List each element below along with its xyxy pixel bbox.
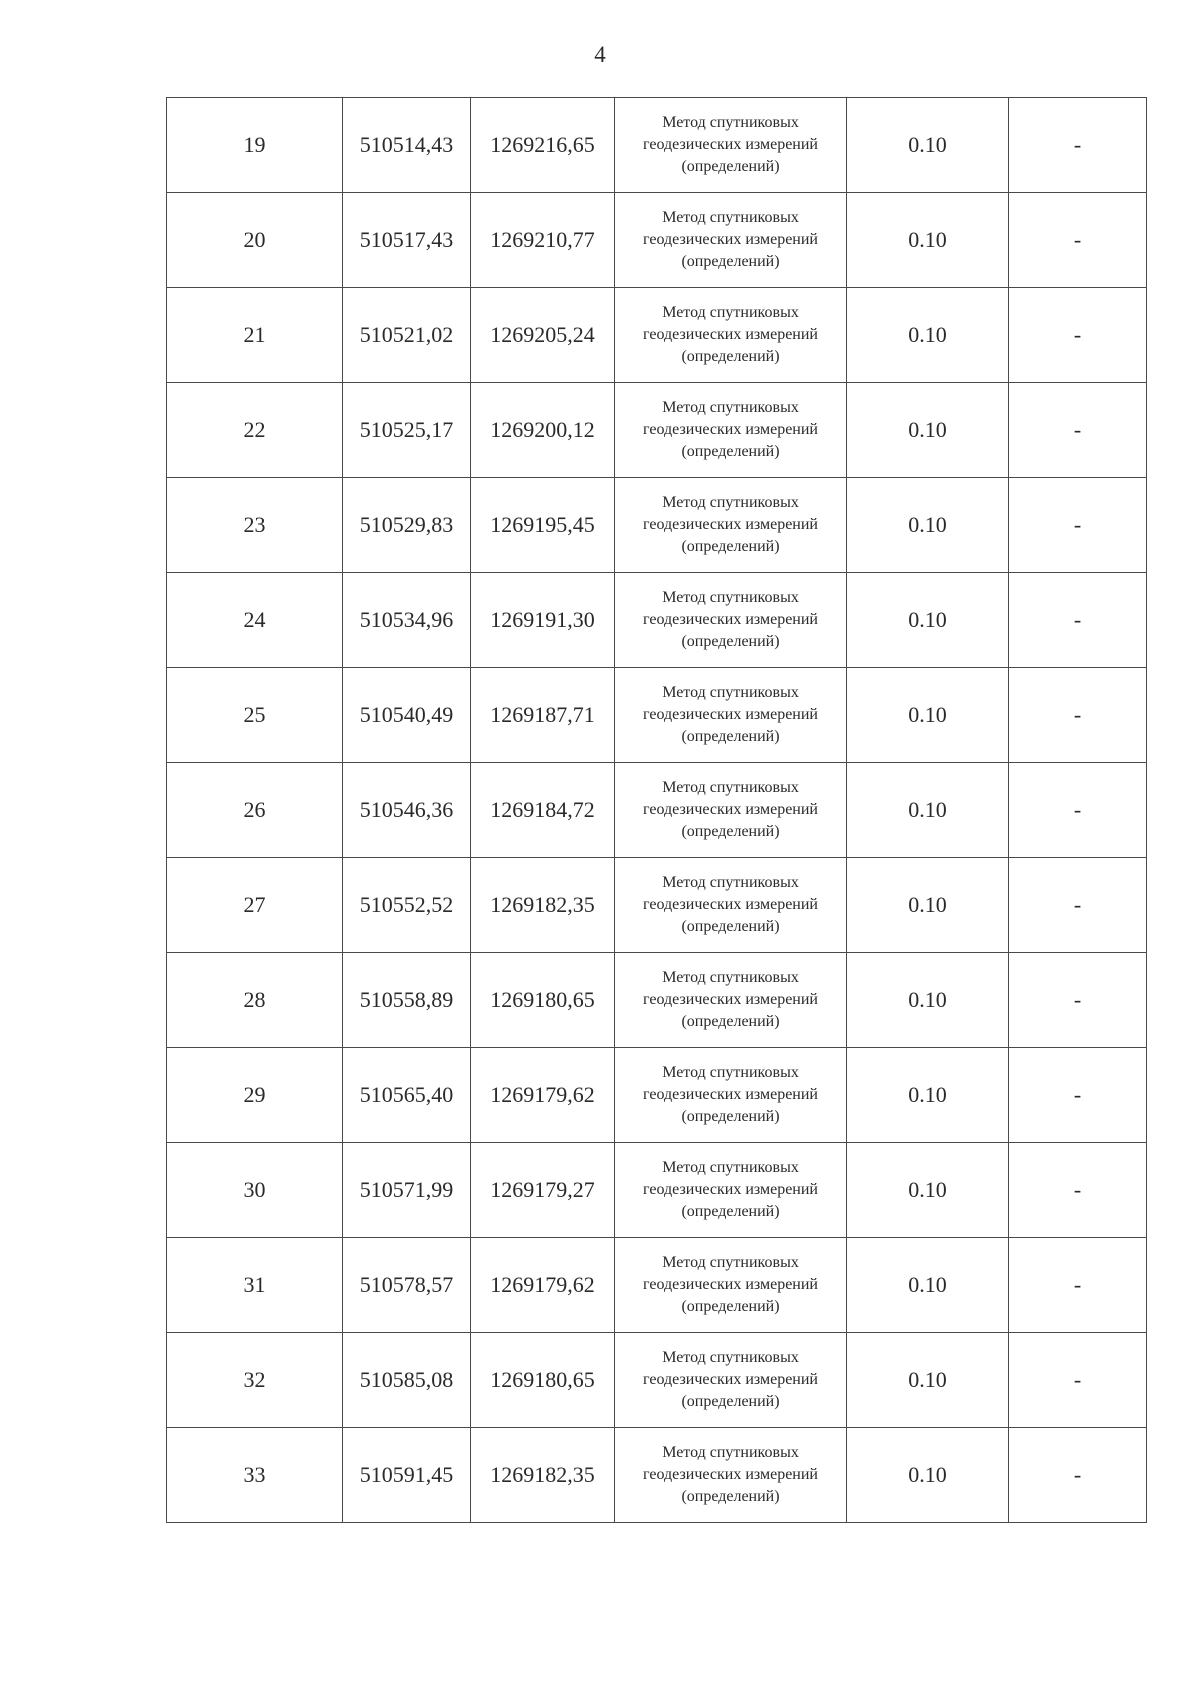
method-line-3: (определений) [681,538,780,555]
method-line-3: (определений) [681,1393,780,1410]
method-cell [615,573,847,668]
method-cell [615,383,847,478]
note-cell: - [1009,1143,1147,1238]
method-line-1: Метод спутниковых [662,1254,799,1271]
y-coordinate-cell: 1269195,45 [471,478,615,573]
note-cell: - [1009,668,1147,763]
method-line-2: геодезических измерений [643,516,818,533]
method-cell [615,1428,847,1523]
point-number-cell: 31 [167,1238,343,1333]
accuracy-cell: 0.10 [847,763,1009,858]
page-number: 4 [594,42,606,67]
x-coordinate-cell: 510591,45 [343,1428,471,1523]
method-cell [615,1048,847,1143]
method-line-1: Метод спутниковых [662,1444,799,1461]
table-row [167,1428,1147,1523]
method-line-2: геодезических измерений [643,421,818,438]
method-line-3: (определений) [681,1488,780,1505]
point-number-cell: 19 [167,98,343,193]
method-line-1: Метод спутниковых [662,1349,799,1366]
y-coordinate-cell: 1269205,24 [471,288,615,383]
method-cell [615,668,847,763]
note-cell: - [1009,193,1147,288]
method-line-1: Метод спутниковых [662,114,799,131]
note-cell: - [1009,953,1147,1048]
table-row [167,1238,1147,1333]
method-cell [615,193,847,288]
method-line-2: геодезических измерений [643,1181,818,1198]
accuracy-cell: 0.10 [847,1143,1009,1238]
method-line-2: геодезических измерений [643,136,818,153]
note-cell: - [1009,1238,1147,1333]
table-row [167,193,1147,288]
method-cell [615,763,847,858]
method-cell [615,478,847,573]
note-cell: - [1009,1428,1147,1523]
x-coordinate-cell: 510534,96 [343,573,471,668]
method-line-3: (определений) [681,348,780,365]
accuracy-cell: 0.10 [847,288,1009,383]
x-coordinate-cell: 510578,57 [343,1238,471,1333]
point-number-cell: 22 [167,383,343,478]
point-number-cell: 33 [167,1428,343,1523]
x-coordinate-cell: 510514,43 [343,98,471,193]
method-line-3: (определений) [681,1108,780,1125]
y-coordinate-cell: 1269180,65 [471,1333,615,1428]
point-number-cell: 24 [167,573,343,668]
method-line-2: геодезических измерений [643,1466,818,1483]
method-line-1: Метод спутниковых [662,209,799,226]
method-cell [615,288,847,383]
y-coordinate-cell: 1269191,30 [471,573,615,668]
method-cell [615,953,847,1048]
method-line-1: Метод спутниковых [662,874,799,891]
point-number-cell: 26 [167,763,343,858]
x-coordinate-cell: 510540,49 [343,668,471,763]
point-number-cell: 28 [167,953,343,1048]
table-row [167,953,1147,1048]
y-coordinate-cell: 1269200,12 [471,383,615,478]
method-line-2: геодезических измерений [643,326,818,343]
method-line-2: геодезических измерений [643,231,818,248]
y-coordinate-cell: 1269184,72 [471,763,615,858]
y-coordinate-cell: 1269182,35 [471,858,615,953]
point-number-cell: 27 [167,858,343,953]
point-number-cell: 25 [167,668,343,763]
accuracy-cell: 0.10 [847,1428,1009,1523]
table-row [167,98,1147,193]
accuracy-cell: 0.10 [847,858,1009,953]
y-coordinate-cell: 1269187,71 [471,668,615,763]
accuracy-cell: 0.10 [847,953,1009,1048]
method-line-3: (определений) [681,823,780,840]
method-line-1: Метод спутниковых [662,399,799,416]
x-coordinate-cell: 510585,08 [343,1333,471,1428]
x-coordinate-cell: 510571,99 [343,1143,471,1238]
y-coordinate-cell: 1269179,62 [471,1048,615,1143]
x-coordinate-cell: 510529,83 [343,478,471,573]
method-line-3: (определений) [681,158,780,175]
accuracy-cell: 0.10 [847,1048,1009,1143]
table-row [167,573,1147,668]
y-coordinate-cell: 1269210,77 [471,193,615,288]
table-row [167,1143,1147,1238]
method-line-1: Метод спутниковых [662,304,799,321]
method-line-1: Метод спутниковых [662,1159,799,1176]
method-cell [615,98,847,193]
x-coordinate-cell: 510565,40 [343,1048,471,1143]
coordinates-table-body [167,98,1147,1523]
note-cell: - [1009,573,1147,668]
method-line-3: (определений) [681,443,780,460]
y-coordinate-cell: 1269180,65 [471,953,615,1048]
method-line-2: геодезических измерений [643,801,818,818]
method-line-3: (определений) [681,918,780,935]
table-row [167,478,1147,573]
accuracy-cell: 0.10 [847,573,1009,668]
method-line-1: Метод спутниковых [662,684,799,701]
method-line-1: Метод спутниковых [662,494,799,511]
table-row [167,288,1147,383]
x-coordinate-cell: 510525,17 [343,383,471,478]
accuracy-cell: 0.10 [847,1333,1009,1428]
method-cell [615,858,847,953]
method-line-2: геодезических измерений [643,896,818,913]
method-line-2: геодезических измерений [643,706,818,723]
method-line-3: (определений) [681,1203,780,1220]
y-coordinate-cell: 1269216,65 [471,98,615,193]
method-line-3: (определений) [681,1298,780,1315]
x-coordinate-cell: 510521,02 [343,288,471,383]
method-line-2: геодезических измерений [643,1276,818,1293]
note-cell: - [1009,1333,1147,1428]
point-number-cell: 23 [167,478,343,573]
x-coordinate-cell: 510558,89 [343,953,471,1048]
note-cell: - [1009,98,1147,193]
method-line-3: (определений) [681,633,780,650]
x-coordinate-cell: 510546,36 [343,763,471,858]
x-coordinate-cell: 510552,52 [343,858,471,953]
y-coordinate-cell: 1269179,62 [471,1238,615,1333]
table-row [167,383,1147,478]
method-line-3: (определений) [681,1013,780,1030]
point-number-cell: 21 [167,288,343,383]
method-line-1: Метод спутниковых [662,589,799,606]
accuracy-cell: 0.10 [847,98,1009,193]
table-row [167,668,1147,763]
y-coordinate-cell: 1269182,35 [471,1428,615,1523]
table-row [167,1333,1147,1428]
accuracy-cell: 0.10 [847,478,1009,573]
table-row [167,858,1147,953]
note-cell: - [1009,383,1147,478]
method-line-3: (определений) [681,728,780,745]
point-number-cell: 20 [167,193,343,288]
method-cell [615,1143,847,1238]
coordinates-table [166,97,1147,1523]
method-cell [615,1238,847,1333]
method-line-3: (определений) [681,253,780,270]
method-line-2: геодезических измерений [643,1086,818,1103]
accuracy-cell: 0.10 [847,668,1009,763]
table-row [167,763,1147,858]
note-cell: - [1009,1048,1147,1143]
accuracy-cell: 0.10 [847,383,1009,478]
method-line-1: Метод спутниковых [662,1064,799,1081]
accuracy-cell: 0.10 [847,193,1009,288]
method-line-2: геодезических измерений [643,991,818,1008]
x-coordinate-cell: 510517,43 [343,193,471,288]
method-line-2: геодезических измерений [643,611,818,628]
method-line-1: Метод спутниковых [662,779,799,796]
y-coordinate-cell: 1269179,27 [471,1143,615,1238]
method-line-2: геодезических измерений [643,1371,818,1388]
method-cell [615,1333,847,1428]
note-cell: - [1009,478,1147,573]
note-cell: - [1009,858,1147,953]
note-cell: - [1009,288,1147,383]
point-number-cell: 30 [167,1143,343,1238]
method-line-1: Метод спутниковых [662,969,799,986]
table-row [167,1048,1147,1143]
note-cell: - [1009,763,1147,858]
point-number-cell: 32 [167,1333,343,1428]
point-number-cell: 29 [167,1048,343,1143]
accuracy-cell: 0.10 [847,1238,1009,1333]
